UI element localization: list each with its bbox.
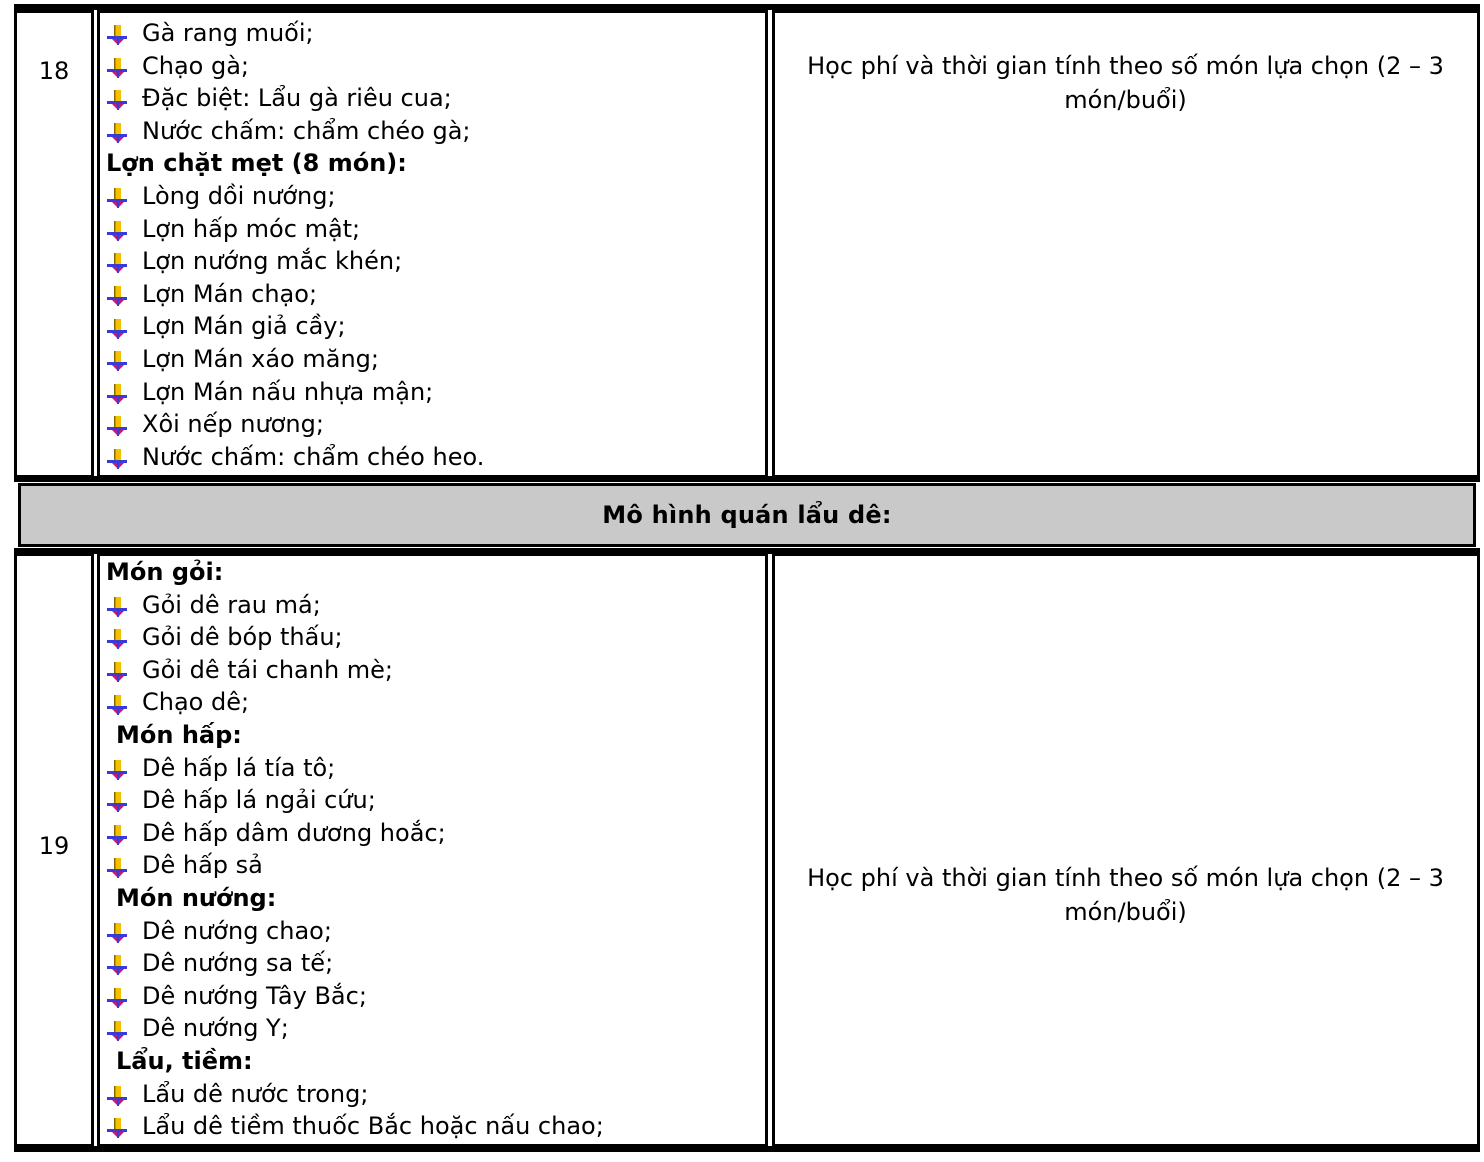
arrow-bullet-icon — [106, 446, 128, 468]
arrow-bullet-icon — [106, 626, 128, 648]
arrow-bullet-icon — [106, 855, 128, 877]
list-item — [106, 343, 484, 376]
arrow-bullet-icon — [106, 692, 128, 714]
tuition-note: Học phí và thời gian tính theo số món lựa chọn (2 – 3 món/buổi) — [807, 864, 1444, 926]
list-item — [106, 180, 484, 213]
list-item — [106, 310, 484, 343]
item-text: Món gỏi: — [106, 558, 224, 586]
arrow-bullet-icon — [106, 218, 128, 240]
list-item — [106, 213, 484, 246]
item-text: Lợn Mán xáo măng; — [142, 344, 379, 373]
item-text: Đặc biệt: Lẩu gà riêu cua; — [142, 84, 452, 113]
item-text: Dê nướng Y; — [142, 1014, 289, 1043]
list-item — [106, 82, 484, 115]
arrow-bullet-icon — [106, 757, 128, 779]
item-text: Chạo dê; — [142, 688, 250, 717]
list-heading — [106, 882, 604, 915]
tuition-note: Học phí và thời gian tính theo số món lựa chọn (2 – 3 món/buổi) — [807, 52, 1444, 114]
item-text: Gà rang muối; — [142, 19, 314, 47]
list-item — [106, 654, 604, 687]
arrow-bullet-icon — [106, 920, 128, 942]
item-text: Xôi nếp nương; — [142, 410, 324, 439]
item-text: Dê nướng chao; — [142, 916, 332, 945]
arrow-bullet-icon — [106, 1018, 128, 1040]
item-text: Lẩu, tiềm: — [116, 1046, 253, 1075]
item-text: Lợn nướng mắc khén; — [142, 247, 403, 276]
item-text: Chạo gà; — [142, 51, 250, 80]
arrow-bullet-icon — [106, 1083, 128, 1105]
list-item — [106, 621, 604, 654]
list-item — [106, 50, 484, 83]
item-text: Món nướng: — [116, 883, 277, 912]
arrow-bullet-icon — [106, 120, 128, 142]
item-text: Dê nướng Tây Bắc; — [142, 981, 367, 1010]
arrow-bullet-icon — [106, 283, 128, 305]
row-number: 19 — [38, 832, 70, 860]
item-text: Món hấp: — [116, 720, 242, 749]
list-item — [106, 17, 484, 50]
item-text: Gỏi dê tái chanh mè; — [142, 655, 394, 684]
item-text: Gỏi dê rau má; — [142, 590, 321, 619]
item-text: Lợn Mán chạo; — [142, 279, 318, 308]
arrow-bullet-icon — [106, 594, 128, 616]
list-item — [106, 980, 604, 1013]
list-item — [106, 589, 604, 622]
arrow-bullet-icon — [106, 822, 128, 844]
list-item — [106, 245, 484, 278]
arrow-bullet-icon — [106, 87, 128, 109]
item-text: Lẩu dê tiềm thuốc Bắc hoặc nấu chao; — [142, 1112, 604, 1141]
arrow-bullet-icon — [106, 1115, 128, 1137]
arrow-bullet-icon — [106, 789, 128, 811]
item-text: Lợn chặt mẹt (8 món): — [106, 149, 407, 178]
list-item — [106, 1012, 604, 1045]
item-text: Dê nướng sa tế; — [142, 949, 334, 978]
item-text: Dê hấp lá ngải cứu; — [142, 786, 376, 815]
item-text: Lòng dồi nướng; — [142, 181, 336, 210]
item-text: Lợn Mán nấu nhựa mận; — [142, 377, 434, 406]
list-item — [106, 1110, 604, 1143]
arrow-bullet-icon — [106, 185, 128, 207]
arrow-bullet-icon — [106, 985, 128, 1007]
arrow-bullet-icon — [106, 22, 128, 44]
list-item — [106, 849, 604, 882]
list-item — [106, 278, 484, 311]
item-text: Dê hấp lá tía tô; — [142, 753, 336, 782]
list-heading — [106, 1045, 604, 1078]
item-text: Lợn hấp móc mật; — [142, 214, 361, 243]
item-text: Gỏi dê bóp thấu; — [142, 623, 343, 652]
section-banner: Mô hình quán lẩu dê: — [18, 483, 1476, 547]
note-cell — [772, 553, 1480, 1147]
list-heading — [106, 556, 604, 589]
row-number: 18 — [38, 57, 70, 85]
arrow-bullet-icon — [106, 659, 128, 681]
dish-list — [106, 556, 604, 1143]
list-item — [106, 752, 604, 785]
list-item — [106, 408, 484, 441]
item-text: Nước chấm: chẩm chéo heo. — [142, 442, 485, 471]
arrow-bullet-icon — [106, 316, 128, 338]
arrow-bullet-icon — [106, 413, 128, 435]
list-item — [106, 686, 604, 719]
item-text: Dê hấp dâm dương hoắc; — [142, 818, 446, 847]
arrow-bullet-icon — [106, 55, 128, 77]
item-text: Lẩu dê nước trong; — [142, 1079, 369, 1108]
dish-list — [106, 17, 484, 473]
item-text: Lợn Mán giả cầy; — [142, 312, 346, 341]
list-item — [106, 376, 484, 409]
arrow-bullet-icon — [106, 381, 128, 403]
list-item — [106, 947, 604, 980]
arrow-bullet-icon — [106, 348, 128, 370]
list-item — [106, 784, 604, 817]
list-item — [106, 915, 604, 948]
list-heading — [106, 147, 484, 180]
list-heading — [106, 719, 604, 752]
arrow-bullet-icon — [106, 952, 128, 974]
item-text: Dê hấp sả — [142, 851, 263, 880]
item-text: Nước chấm: chẩm chéo gà; — [142, 116, 471, 145]
list-item — [106, 441, 484, 474]
arrow-bullet-icon — [106, 250, 128, 272]
list-item — [106, 1078, 604, 1111]
list-item — [106, 115, 484, 148]
list-item — [106, 817, 604, 850]
